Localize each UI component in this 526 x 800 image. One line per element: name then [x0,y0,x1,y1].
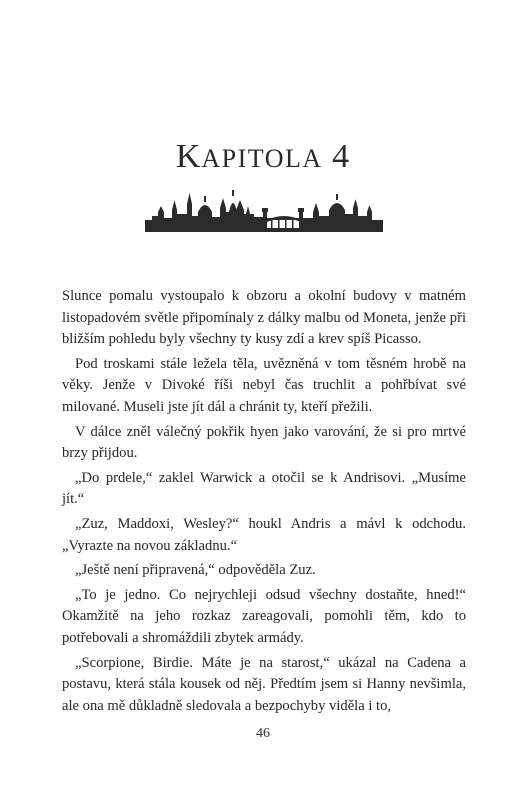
chapter-body [62,286,466,720]
paragraph: V dálce zněl válečný pokřik hyen jako varování, že si pro mrtvé brzy přijdou. [62,423,466,462]
city-skyline-icon [145,190,383,232]
paragraph: „Do prdele,“ zaklel Warwick a otočil se k Andrisovi. „Musíme jít.“ [62,469,466,508]
paragraph: „To je jedno. Co nejrychleji odsud všechny dostaňte, hned!“ Okamžitě na jeho rozkaz zareagovali, pomohli těm, kdo to potřebovali a shromáždili zbytek armády. [62,586,466,646]
page-number: 46 [256,726,270,741]
paragraph: Pod troskami stále ležela těla, uvězněná v tom těsném hrobě na věky. Jenže v Divoké říši nebyl čas truchlit a pohřbívat své milované. Museli jste jít dál a chránit ty, kteří přežili. [62,355,466,415]
chapter-title [0,140,526,174]
paragraph: Slunce pomalu vystoupalo k obzoru a okolní budovy v matném listopadovém světle připomínaly z dálky malbu od Moneta, jenže při bližším pohledu byly všechny ty kusy zdí a krev spíš Picasso. [62,288,466,348]
paragraph: „Zuz, Maddoxi, Wesley?“ houkl Andris a mávl k odchodu. „Vyrazte na novou základnu.“ [62,515,466,554]
chapter-title-initial: K [175,138,202,175]
paragraph: „Scorpione, Birdie. Máte je na starost,“ ukázal na Cadena a postavu, která stála kousek od něj. Předtím jsem si Hanny nevšimla, ale ona mě důkladně sledovala a bezpochyby viděla i to, [62,654,466,714]
chapter-title-rest: APITOLA [201,144,323,173]
chapter-number: 4 [332,138,351,175]
paragraph: „Ještě není připravená,“ odpověděla Zuz. [75,562,316,579]
